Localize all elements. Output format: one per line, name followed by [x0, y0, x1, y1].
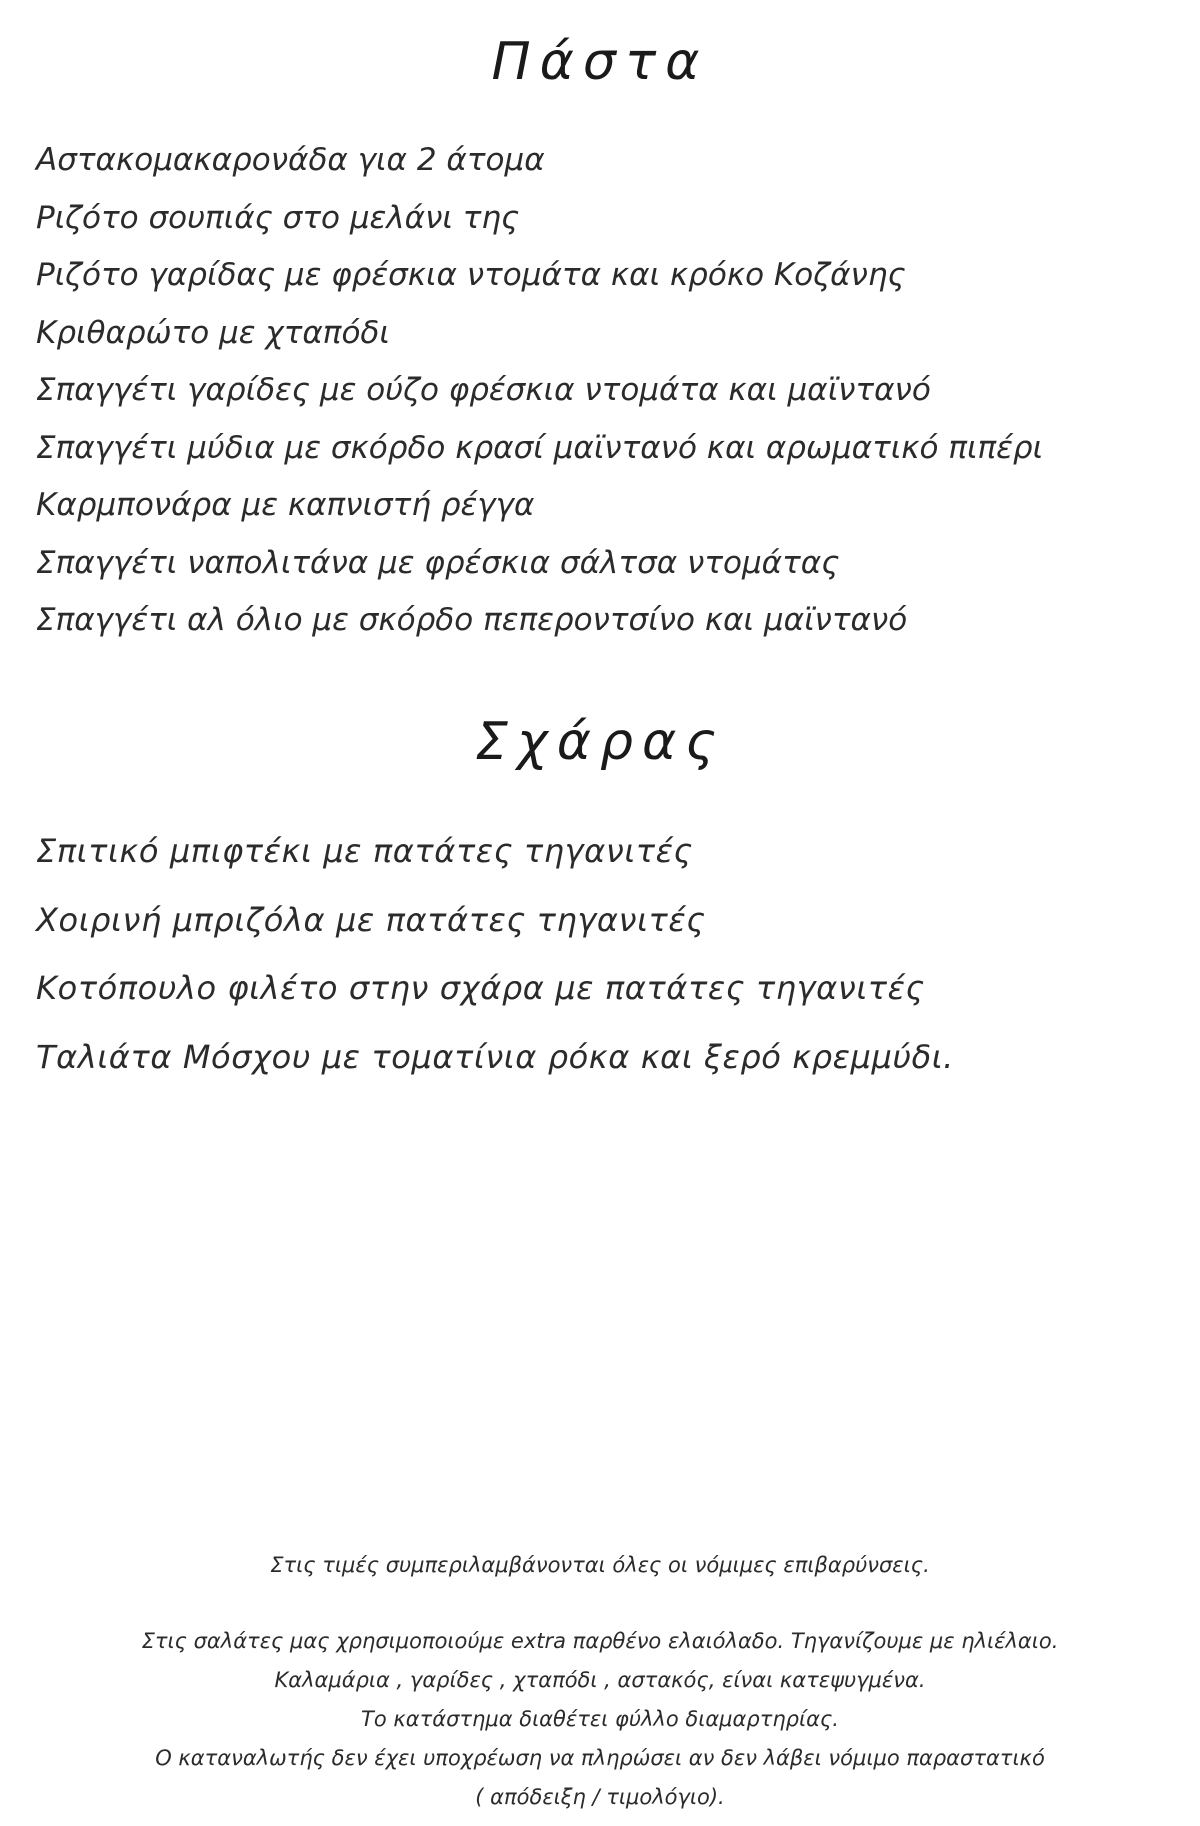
menu-item: Καρμπονάρα με καπνιστή ρέγγα: [36, 487, 535, 523]
footer-note-line: Καλαμάρια , γαρίδες , χταπόδι , αστακός, είναι κατεψυγμένα.: [274, 1668, 926, 1692]
menu-item: Σπιτικό μπιφτέκι με πατάτες τηγανιτές: [36, 832, 693, 870]
menu-item: Κριθαρώτο με χταπόδι: [36, 314, 390, 351]
menu-item: Κοτόπουλο φιλέτο στην σχάρα με πατάτες τηγανιτές: [36, 969, 925, 1008]
menu-item: Ριζότο σουπιάς στο μελάνι της: [36, 199, 520, 236]
pasta-menu-list: [36, 138, 1043, 656]
footer-note-line: Στις σαλάτες μας χρησιμοποιούμε extra παρθένο ελαιόλαδο. Τηγανίζουμε με ηλιέλαιο.: [141, 1629, 1059, 1653]
menu-item: Σπαγγέτι γαρίδες με ούζο φρέσκια ντομάτα και μαϊντανό: [36, 372, 931, 408]
pasta-section-title: Πάστα: [491, 32, 709, 92]
grill-menu-list: [36, 828, 954, 1103]
grill-section-title: Σχάρας: [475, 712, 725, 772]
menu-item: Σπαγγέτι αλ όλιο με σκόρδο πεπεροντσίνο και μαϊντανό: [36, 602, 908, 638]
menu-item: Ταλιάτα Μόσχου με τοματίνια ρόκα και ξερό κρεμμύδι.: [36, 1038, 954, 1077]
menu-item: Χοιρινή μπριζόλα με πατάτες τηγανιτές: [36, 900, 706, 939]
footer-notes: [0, 1622, 1200, 1817]
tax-note-text: Στις τιμές συμπεριλαμβάνονται όλες οι νόμιμες επιβαρύνσεις.: [270, 1553, 930, 1577]
footer-note-line: Το κατάστημα διαθέτει φύλλο διαμαρτηρίας.: [361, 1707, 839, 1731]
menu-item: Σπαγγέτι μύδια με σκόρδο κρασί μαϊντανό και αρωματικό πιπέρι: [36, 429, 1044, 466]
menu-item: Σπαγγέτι ναπολιτάνα με φρέσκια σάλτσα ντομάτας: [36, 544, 840, 581]
menu-item: Αστακομακαρονάδα για 2 άτομα: [36, 142, 545, 178]
footer-note-line: ( απόδειξη / τιμολόγιο).: [475, 1785, 725, 1809]
footer-note-line: Ο καταναλωτής δεν έχει υποχρέωση να πληρώσει αν δεν λάβει νόμιμο παραστατικό: [155, 1746, 1045, 1770]
footer-tax-note: [0, 1546, 1200, 1585]
menu-item: Ριζότο γαρίδας με φρέσκια ντομάτα και κρόκο Κοζάνης: [36, 257, 906, 293]
